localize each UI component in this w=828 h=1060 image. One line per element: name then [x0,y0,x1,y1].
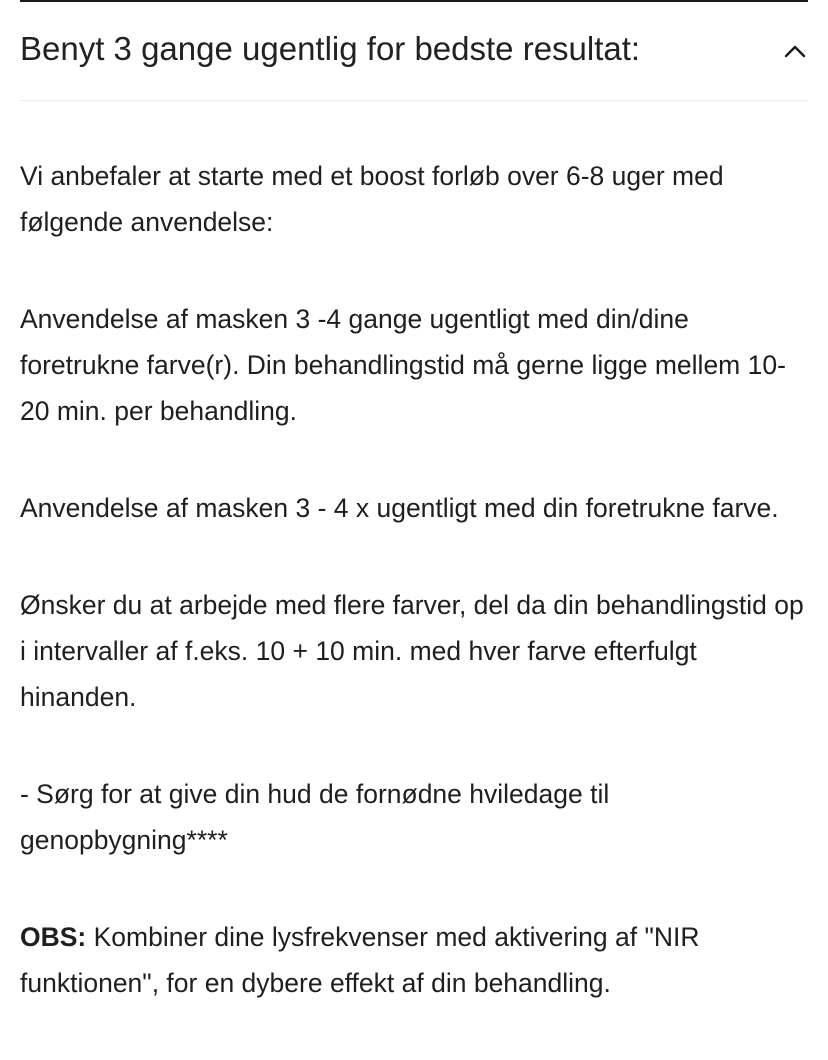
obs-label: OBS: [20,922,87,952]
obs-text: Kombiner dine lysfrekvenser med aktivering af "NIR funktionen", for en dybere effekt af din behandling. [20,922,700,998]
paragraph-intro: Vi anbefaler at starte med et boost forløb over 6-8 uger med følgende anvendelse: [20,161,724,237]
paragraph-rest-days: - Sørg for at give din hud de fornødne hviledage til genopbygning**** [20,779,610,855]
paragraph-usage-color: Anvendelse af masken 3 - 4 x ugentligt med din foretrukne farve. [20,493,779,523]
paragraph-obs [20,914,814,1006]
paragraph-multiple-colors: Ønsker du at arbejde med flere farver, del da din behandlingstid op i intervaller af f.eks. 10 + 10 min. med hver farve efterfulgt hinanden. [20,590,804,712]
accordion-toggle[interactable] [20,2,808,101]
accordion-title: Benyt 3 gange ugentlig for bedste resultat: [20,30,641,67]
chevron-up-icon[interactable] [782,38,808,64]
accordion-content [20,153,814,1006]
paragraph-usage-mask: Anvendelse af masken 3 -4 gange ugentligt med din/dine foretrukne farve(r). Din behandlingstid må gerne ligge mellem 10-20 min. per behandling. [20,304,786,426]
